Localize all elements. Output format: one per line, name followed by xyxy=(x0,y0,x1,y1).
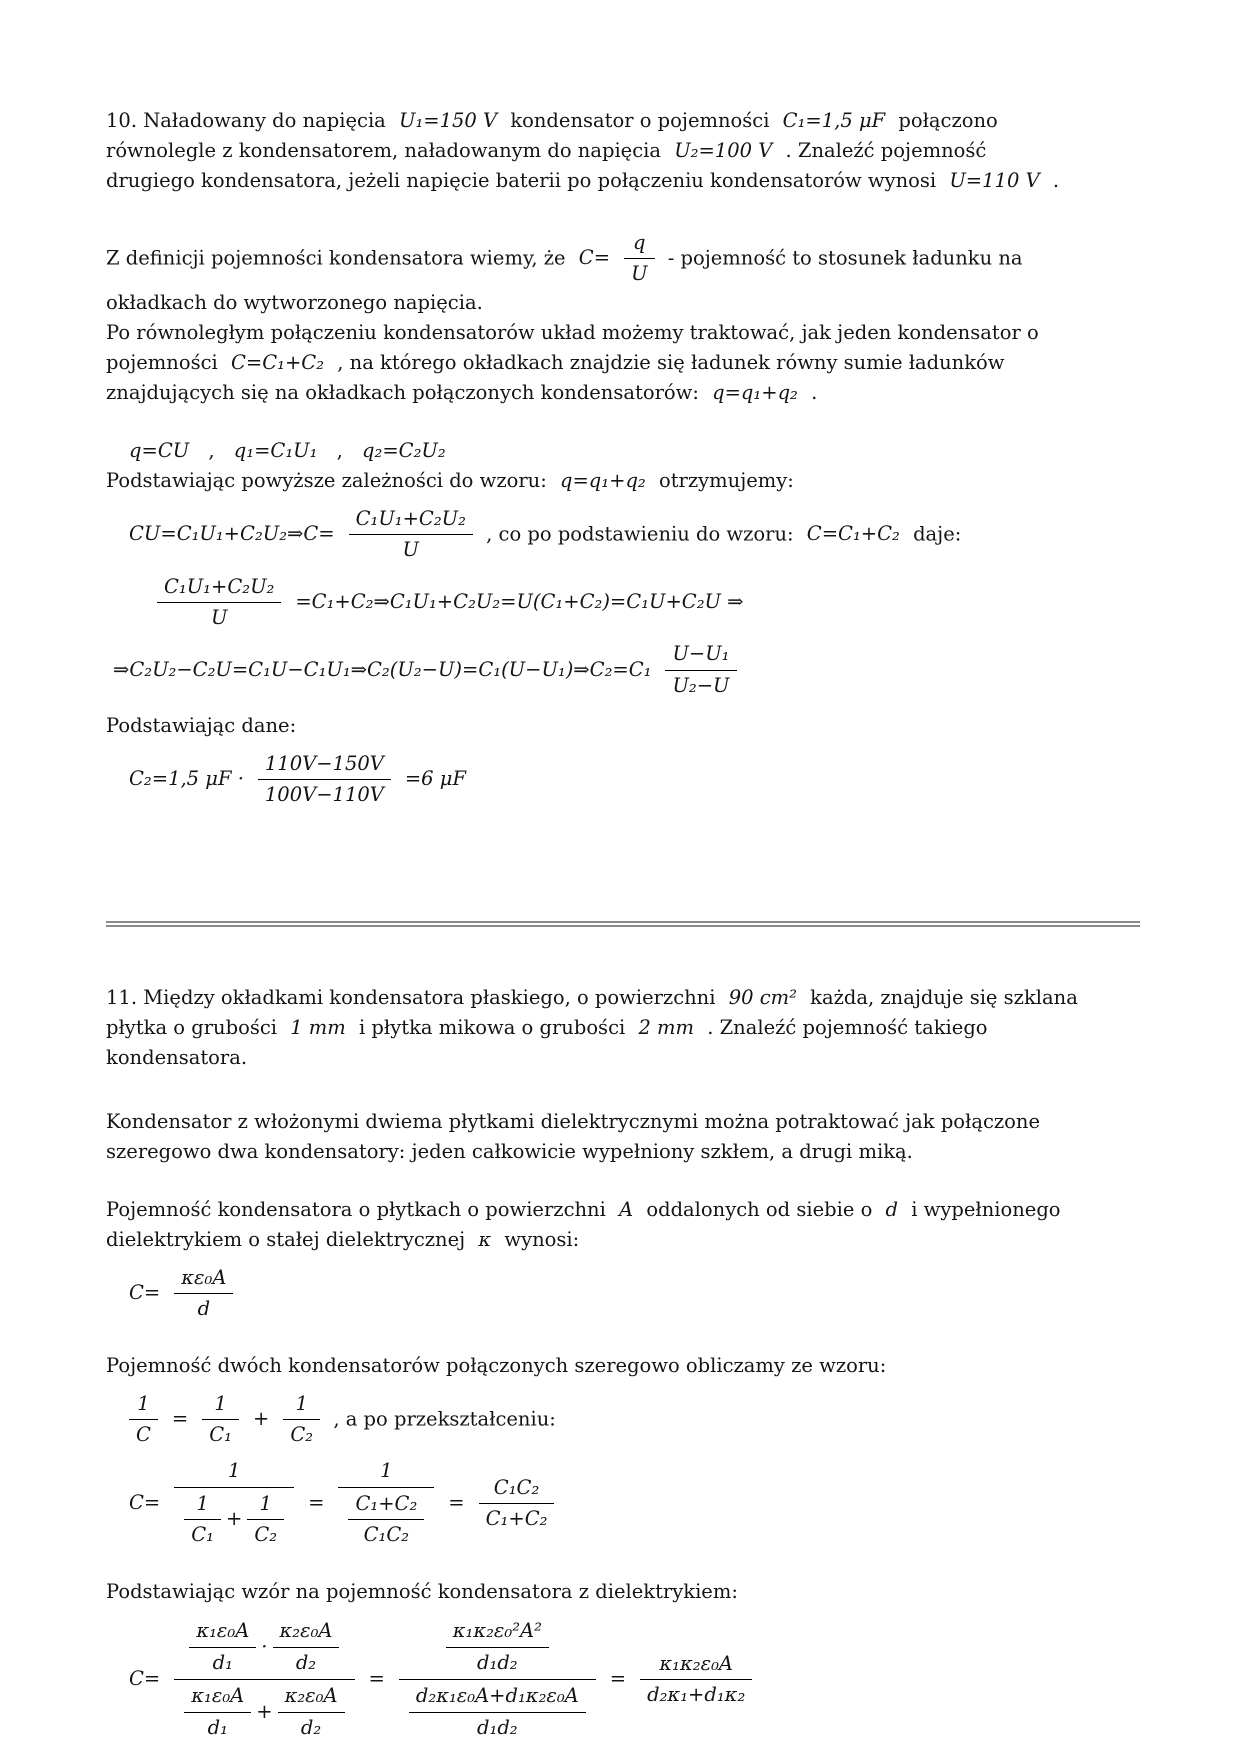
substitution-intro xyxy=(106,466,1140,496)
text-run: otrzymujemy: xyxy=(658,468,794,492)
text-run: i wypełnionego xyxy=(911,1197,1061,1221)
fraction xyxy=(184,1491,221,1549)
fraction xyxy=(479,1475,555,1533)
denominator: C xyxy=(136,1422,151,1446)
denominator: d₂ xyxy=(300,1715,322,1739)
math-run: U₁=150 V xyxy=(399,109,498,132)
math-run: q=q₁+q₂ xyxy=(712,380,798,404)
denominator: U xyxy=(210,605,228,629)
text-run: płytka o grubości xyxy=(106,1015,277,1039)
numerator: κ₁ε₀A xyxy=(184,1683,251,1712)
text-run: każda, znajduje się szklana xyxy=(810,985,1078,1009)
math-run: C= xyxy=(129,1491,161,1515)
fraction xyxy=(624,230,654,288)
plus-sign: + xyxy=(253,1406,270,1430)
numerator: κ₁κ₂ε₀A xyxy=(640,1651,752,1680)
denominator xyxy=(399,1680,596,1742)
solution-10 xyxy=(106,230,1140,809)
equation-series-transformed xyxy=(106,1458,1140,1549)
numerator: 1 xyxy=(174,1458,294,1487)
equation-4 xyxy=(106,641,1140,699)
math-run: q₁=C₁U₁ xyxy=(233,438,318,462)
math-run: C=C₁+C₂ xyxy=(806,522,900,546)
denominator: d₁d₂ xyxy=(477,1715,518,1739)
numerator: κ₁ε₀A xyxy=(189,1618,256,1647)
definition-line xyxy=(106,230,1140,288)
problem-10-line-3 xyxy=(106,166,1140,196)
denominator: d₁ xyxy=(212,1650,233,1674)
equation-dielectric-capacitance xyxy=(106,1265,1140,1323)
text-run: , co po podstawieniu do wzoru: xyxy=(486,522,794,546)
math-run: 2 mm xyxy=(638,1015,695,1039)
numerator: κ₂ε₀A xyxy=(273,1618,340,1647)
text-run: . Znaleźć pojemność xyxy=(785,139,987,162)
math-run: C₂=1,5 μF · xyxy=(129,767,244,791)
math-run: U₂=100 V xyxy=(674,139,773,162)
denominator: C₂ xyxy=(254,1523,278,1546)
equals-sign: = xyxy=(609,1667,627,1691)
denominator: 100V−110V xyxy=(264,783,384,807)
solution-10-line-2: okładkach do wytworzonego napięcia. xyxy=(106,290,483,314)
text-run: wynosi: xyxy=(504,1227,580,1251)
fraction xyxy=(273,1618,340,1676)
text-run: , a po przekształceniu: xyxy=(333,1406,556,1430)
math-run: q=CU xyxy=(129,438,190,462)
solution-11-para-1-line-1: Kondensator z włożonymi dwiema płytkami dielektrycznymi można potraktować jak połączone xyxy=(106,1109,1041,1133)
math-run: C= xyxy=(129,1281,161,1305)
numerator xyxy=(174,1617,354,1680)
plus-sign: + xyxy=(256,1699,273,1723)
text-run: Podstawiając powyższe zależności do wzoru: xyxy=(106,468,547,492)
equals-sign: = xyxy=(171,1406,189,1430)
text-run: 10. Naładowany do napięcia xyxy=(106,109,386,132)
math-run: U=110 V xyxy=(949,169,1040,192)
dot-operator: · xyxy=(261,1634,268,1658)
math-run: =6 μF xyxy=(404,767,466,791)
denominator: d₁d₂ xyxy=(477,1650,518,1674)
text-run: , na którego okładkach znajdzie się ładunek równy sumie ładunków xyxy=(337,350,1005,374)
problem-11-line-2 xyxy=(106,1013,1140,1043)
math-run: CU=C₁U₁+C₂U₂⇒C= xyxy=(129,522,335,546)
fraction xyxy=(202,1391,239,1449)
text-run: Pojemność kondensatora o płytkach o powierzchni xyxy=(106,1197,606,1221)
text-run: . Znaleźć pojemność takiego xyxy=(707,1015,988,1039)
equation-series xyxy=(106,1391,1140,1449)
fraction xyxy=(129,1391,158,1449)
numerator: q xyxy=(624,230,654,259)
denominator: C₂ xyxy=(290,1422,314,1446)
numerator: 1 xyxy=(247,1491,284,1520)
numerator: C₁U₁+C₂U₂ xyxy=(349,506,473,535)
numerator: 1 xyxy=(283,1391,320,1420)
denominator xyxy=(174,1488,294,1550)
fraction xyxy=(348,1491,424,1549)
text-run: oddalonych od siebie o xyxy=(646,1197,873,1221)
solution-11 xyxy=(106,1107,1140,1742)
fraction xyxy=(409,1683,586,1741)
math-run: C= xyxy=(578,246,611,270)
math-run: A xyxy=(619,1197,634,1221)
text-run: pojemności xyxy=(106,350,218,374)
solution-10-line-3: Po równoległym połączeniu kondensatorów układ możemy traktować, jak jeden kondensator o xyxy=(106,320,1039,344)
numerator: 1 xyxy=(129,1391,158,1420)
denominator: d₁ xyxy=(207,1715,228,1739)
fraction xyxy=(174,1458,294,1549)
denominator xyxy=(338,1488,434,1550)
equation-result xyxy=(106,751,1140,809)
fraction xyxy=(174,1617,354,1742)
equation-2 xyxy=(106,506,1140,564)
equation-3 xyxy=(106,574,1140,632)
text-run: daje: xyxy=(913,522,962,546)
section-divider xyxy=(106,921,1140,927)
solution-11-para-1-line-2: szeregowo dwa kondensatory: jeden całkowicie wypełniony szkłem, a drugi miką. xyxy=(106,1139,913,1163)
numerator: C₁+C₂ xyxy=(348,1491,424,1520)
numerator xyxy=(399,1617,596,1680)
problem-11-line-1 xyxy=(106,983,1140,1013)
text-run: . xyxy=(811,380,818,404)
equals-sign: = xyxy=(448,1491,465,1515)
fraction xyxy=(189,1618,256,1676)
problem-10-line-2 xyxy=(106,136,1140,166)
data-substitution-label: Podstawiając dane: xyxy=(106,714,297,737)
numerator: κ₁κ₂ε₀²A² xyxy=(446,1618,549,1647)
numerator: d₂κ₁ε₀A+d₁κ₂ε₀A xyxy=(409,1683,586,1712)
math-run: κ xyxy=(478,1227,492,1251)
text-run: drugiego kondensatora, jeżeli napięcie baterii po połączeniu kondensatorów wynosi xyxy=(106,169,937,192)
equation-final xyxy=(106,1617,1140,1742)
series-formula-intro: Pojemność dwóch kondensatorów połączonych szeregowo obliczamy ze wzoru: xyxy=(106,1353,887,1377)
math-run: q₂=C₂U₂ xyxy=(362,438,446,462)
denominator: U₂−U xyxy=(672,673,730,697)
fraction xyxy=(349,506,473,564)
denominator: C₁+C₂ xyxy=(485,1507,548,1531)
denominator: d₂κ₁+d₁κ₂ xyxy=(647,1683,746,1707)
text-run: - pojemność to stosunek ładunku na xyxy=(667,246,1023,270)
denominator: d xyxy=(197,1297,211,1321)
problem-10-line-1 xyxy=(106,106,1140,136)
solution-11-para-2-line-1 xyxy=(106,1195,1140,1225)
solution-11-para-2-line-2 xyxy=(106,1225,1140,1255)
problem-11-line-3: kondensatora. xyxy=(106,1045,248,1069)
text-run: dielektrykiem o stałej dielektrycznej xyxy=(106,1227,466,1251)
text-run: połączono xyxy=(898,109,998,132)
denominator: C₁C₂ xyxy=(363,1523,410,1546)
numerator: κ₂ε₀A xyxy=(278,1683,345,1712)
numerator: U−U₁ xyxy=(665,641,736,670)
math-run: 1 mm xyxy=(290,1015,346,1039)
numerator: 1 xyxy=(184,1491,221,1520)
plus-sign: + xyxy=(226,1507,243,1530)
math-run: d xyxy=(885,1197,898,1221)
numerator: C₁U₁+C₂U₂ xyxy=(157,574,281,603)
separator: , xyxy=(336,438,343,462)
denominator: U xyxy=(402,538,419,562)
numerator: κε₀A xyxy=(174,1265,233,1294)
denominator: C₁ xyxy=(209,1422,233,1446)
numerator: 1 xyxy=(338,1458,434,1487)
numerator: 110V−150V xyxy=(258,751,391,780)
fraction xyxy=(258,751,391,809)
fraction xyxy=(640,1651,752,1709)
solution-10-line-5 xyxy=(106,378,1140,408)
fraction xyxy=(399,1617,596,1742)
text-run: kondensator o pojemności xyxy=(510,109,770,132)
text-run: Z definicji pojemności kondensatora wiemy, że xyxy=(106,246,566,270)
fraction xyxy=(283,1391,320,1449)
math-run: C₁=1,5 μF xyxy=(782,109,886,132)
numerator: 1 xyxy=(202,1391,239,1420)
fraction xyxy=(184,1683,251,1741)
text-run: 11. Między okładkami kondensatora płaskiego, o powierzchni xyxy=(106,985,716,1009)
fraction xyxy=(278,1683,345,1741)
math-run: ⇒C₂U₂−C₂U=C₁U−C₁U₁⇒C₂(U₂−U)=C₁(U−U₁)⇒C₂=C₁ xyxy=(113,657,652,681)
text-run: znajdujących się na okładkach połączonych kondensatorów: xyxy=(106,380,699,404)
denominator: U xyxy=(631,262,648,286)
fraction xyxy=(338,1458,434,1549)
math-run: C=C₁+C₂ xyxy=(230,350,325,374)
problem-10-statement xyxy=(106,106,1140,196)
fraction xyxy=(174,1265,233,1323)
equals-sign: = xyxy=(308,1491,325,1515)
separator: , xyxy=(208,438,215,462)
math-run: C= xyxy=(129,1667,161,1691)
final-substitution-intro: Podstawiając wzór na pojemność kondensatora z dielektrykiem: xyxy=(106,1580,738,1604)
fraction xyxy=(446,1618,549,1676)
fraction xyxy=(247,1491,284,1549)
denominator xyxy=(174,1680,354,1742)
equals-sign: = xyxy=(368,1667,385,1691)
denominator: d₂ xyxy=(295,1650,317,1674)
problem-11-statement xyxy=(106,983,1140,1073)
math-run: q=q₁+q₂ xyxy=(559,468,646,492)
numerator: C₁C₂ xyxy=(479,1475,555,1504)
fraction xyxy=(157,574,281,632)
solution-10-line-4 xyxy=(106,348,1140,378)
equation-charges xyxy=(106,436,1140,466)
text-run: . xyxy=(1052,169,1060,192)
text-run: równolegle z kondensatorem, naładowanym do napięcia xyxy=(106,139,661,162)
math-run: 90 cm² xyxy=(728,985,797,1009)
fraction xyxy=(665,641,736,699)
denominator: C₁ xyxy=(191,1523,215,1546)
text-run: i płytka mikowa o grubości xyxy=(359,1015,626,1039)
math-run: =C₁+C₂⇒C₁U₁+C₂U₂=U(C₁+C₂)=C₁U+C₂U ⇒ xyxy=(295,589,744,613)
